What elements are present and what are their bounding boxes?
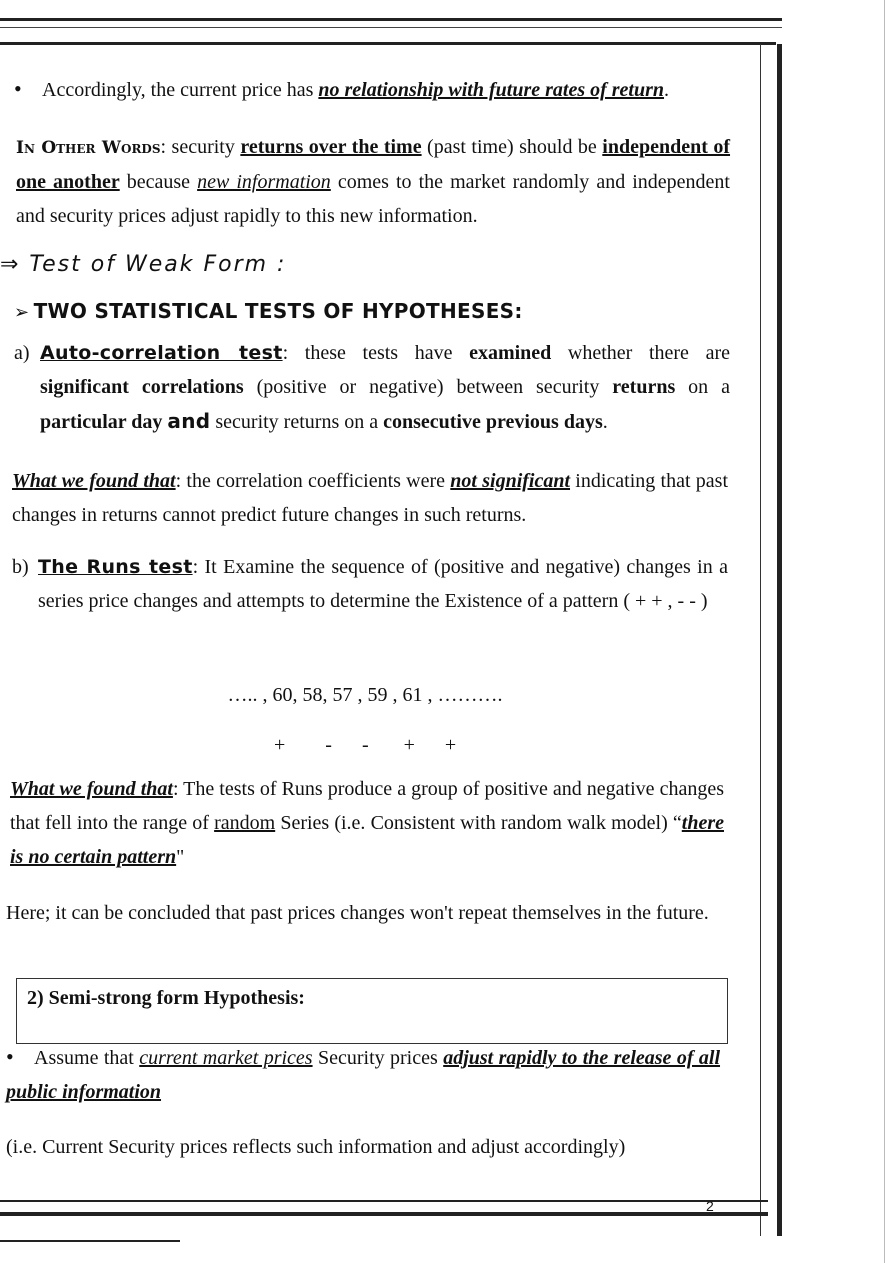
bullet-dot: • <box>14 76 22 101</box>
handwritten-note: ⇒ Test of Weak Form : <box>0 252 287 277</box>
page-frame-right <box>760 44 782 1236</box>
semi-strong-title: 2) Semi-strong form Hypothesis: <box>27 987 305 1009</box>
test-a-marker: a) <box>14 342 30 364</box>
arrow-bullet-icon: ➢ <box>14 302 34 322</box>
paragraph-in-other-words: In Other Words: security returns over the time (past time) should be independent of one another because new information comes to the market randomly and independent and security prices adjust rapidly to this new information. <box>16 136 731 227</box>
runs-sequence: ….. , 60, 58, 57 , 59 , 61 , ………. <box>227 684 503 706</box>
label-runs-test: The Runs test <box>38 556 193 578</box>
bullet-no-relationship: • Accordingly, the current price has no relationship with future rates of return. <box>14 72 754 107</box>
paragraph-finding-a: What we found that: the correlation coefficients were not significant indicating that past changes in returns cannot predict future changes in such returns. <box>12 470 728 526</box>
page-frame-top-inner <box>0 42 776 45</box>
page-number: 2 <box>706 1198 714 1214</box>
emphasis-no-relationship: no relationship with future rates of return <box>318 79 665 101</box>
label-autocorrelation-test: Auto-correlation test <box>40 342 283 364</box>
bullet-semi-strong: • Assume that current market prices Security prices adjust rapidly to the release of all public information <box>6 1040 720 1109</box>
page-frame-top <box>0 18 782 28</box>
scan-edge <box>884 0 885 1263</box>
section-heading: ➢ TWO STATISTICAL TESTS OF HYPOTHESES: <box>14 299 523 323</box>
paragraph-finding-b: What we found that: The tests of Runs produce a group of positive and negative changes that fell into the range of random Series (i.e. Consistent with random walk model) “there is no certain pattern" <box>10 778 724 868</box>
label-in-other-words: In Other Words <box>16 138 161 158</box>
paragraph-autocorrelation: Auto-correlation test: these tests have examined whether there are significant correlations (positive or negative) between security returns on a particular day and security returns on a consecutive previous days. <box>40 342 730 433</box>
bullet-dot: • <box>6 1044 14 1069</box>
page-frame-bottom-short <box>0 1240 180 1242</box>
semi-strong-box <box>16 978 728 1044</box>
test-b-marker: b) <box>12 556 29 578</box>
page-frame-bottom <box>0 1200 768 1216</box>
runs-signs: + - - + + <box>274 734 457 756</box>
label-what-we-found-a: What we found that <box>12 470 176 492</box>
paragraph-conclusion: Here; it can be concluded that past prices changes won't repeat themselves in the future. <box>6 902 709 924</box>
paragraph-ie: (i.e. Current Security prices reflects such information and adjust accordingly) <box>6 1136 626 1158</box>
label-what-we-found-b: What we found that <box>10 778 173 800</box>
paragraph-runs-test: The Runs test: It Examine the sequence of (positive and negative) changes in a series price changes and attempts to determine the Existence of a pattern ( + + , - - ) <box>38 556 728 612</box>
